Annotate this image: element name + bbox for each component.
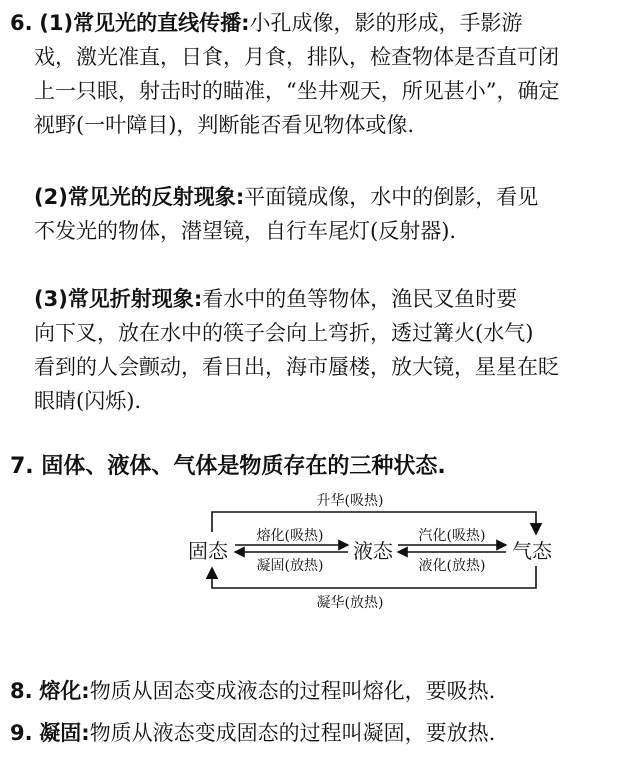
item-6-sub-2 <box>34 180 634 248</box>
liquid-state-node: 液态 <box>353 539 393 563</box>
solidifying-label: 凝固(放热) <box>256 558 324 574</box>
item-9-term: 凝固 <box>39 721 82 745</box>
item-8-term: 熔化 <box>39 679 82 703</box>
state-change-diagram <box>180 488 560 618</box>
item-6-sub-3-text-1: 看水中的鱼等物体，渔民叉鱼时要 <box>202 287 518 311</box>
vaporizing-label: 汽化(吸热) <box>418 528 486 544</box>
gas-state-node: 气态 <box>512 539 552 563</box>
item-6-sub-1-title: 常见光的直线传播 <box>73 11 242 35</box>
item-6-sub-3-text-4: 眼睛(闪烁). <box>34 389 142 413</box>
item-6-sub-1-sep: : <box>241 11 250 35</box>
item-6-sub-3-line-1 <box>34 282 634 316</box>
item-9-sep: : <box>81 721 90 745</box>
item-9-text: 物质从液态变成固态的过程叫凝固，要放热. <box>89 721 496 745</box>
item-8 <box>10 674 635 708</box>
item-6-sub-2-label: (2) <box>34 185 68 209</box>
item-6-sub-1-text-2: 戏，激光准直，日食，月食，排队，检查物体是否直可闭 <box>34 45 559 69</box>
item-6-sub-3-text-3: 看到的人会颤动，看日出，海市蜃楼，放大镜，星星在眨 <box>34 355 559 379</box>
item-6-sub-1-text-4: 视野(一叶障目)，判断能否看见物体或像. <box>34 113 415 137</box>
item-6-sub-3-text-2: 向下叉，放在水中的筷子会向上弯折，透过篝火(水气) <box>34 321 534 345</box>
item-9-number: 9. <box>10 721 33 745</box>
solid-state-node: 固态 <box>188 539 228 563</box>
item-6-sub-1-label: (1) <box>39 11 74 35</box>
item-8-sep: : <box>81 679 90 703</box>
item-7 <box>10 450 630 484</box>
item-6-sub-1-text-3: 上一只眼，射击时的瞄准，“坐井观天，所见甚小”，确定 <box>34 79 560 103</box>
desublimation-label: 凝华(放热) <box>316 595 384 611</box>
item-6-number: 6. <box>10 11 33 35</box>
item-6-sub-3-sep: : <box>193 287 203 311</box>
item-8-number: 8. <box>10 679 33 703</box>
item-9 <box>10 716 635 750</box>
item-6-sub-2-text-2: 不发光的物体，潜望镜，自行车尾灯(反射器). <box>34 219 457 243</box>
item-6-sub-2-title: 常见光的反射现象 <box>67 185 236 209</box>
item-6-sub-1-line-1 <box>10 6 635 40</box>
item-6-sub-1-text-1: 小孔成像，影的形成，手影游 <box>249 11 523 35</box>
item-6-sub-2-text-1: 平面镜成像，水中的倒影，看见 <box>244 185 539 209</box>
item-6-sub-2-line-1 <box>34 180 634 214</box>
sublimation-label: 升华(吸热) <box>316 493 384 509</box>
item-8-text: 物质从固态变成液态的过程叫熔化，要吸热. <box>89 679 496 703</box>
item-7-number: 7. <box>10 454 34 479</box>
liquefying-label: 液化(放热) <box>418 558 486 574</box>
item-6-sub-2-sep: : <box>235 185 245 209</box>
item-6-sub-3-title: 常见折射现象 <box>67 287 194 311</box>
melting-label: 熔化(吸热) <box>256 528 324 544</box>
item-6-sub-3 <box>34 282 634 418</box>
item-6-sub-1 <box>10 6 635 142</box>
item-6-sub-3-label: (3) <box>34 287 68 311</box>
item-7-text: 固体、液体、气体是物质存在的三种状态. <box>41 454 446 479</box>
